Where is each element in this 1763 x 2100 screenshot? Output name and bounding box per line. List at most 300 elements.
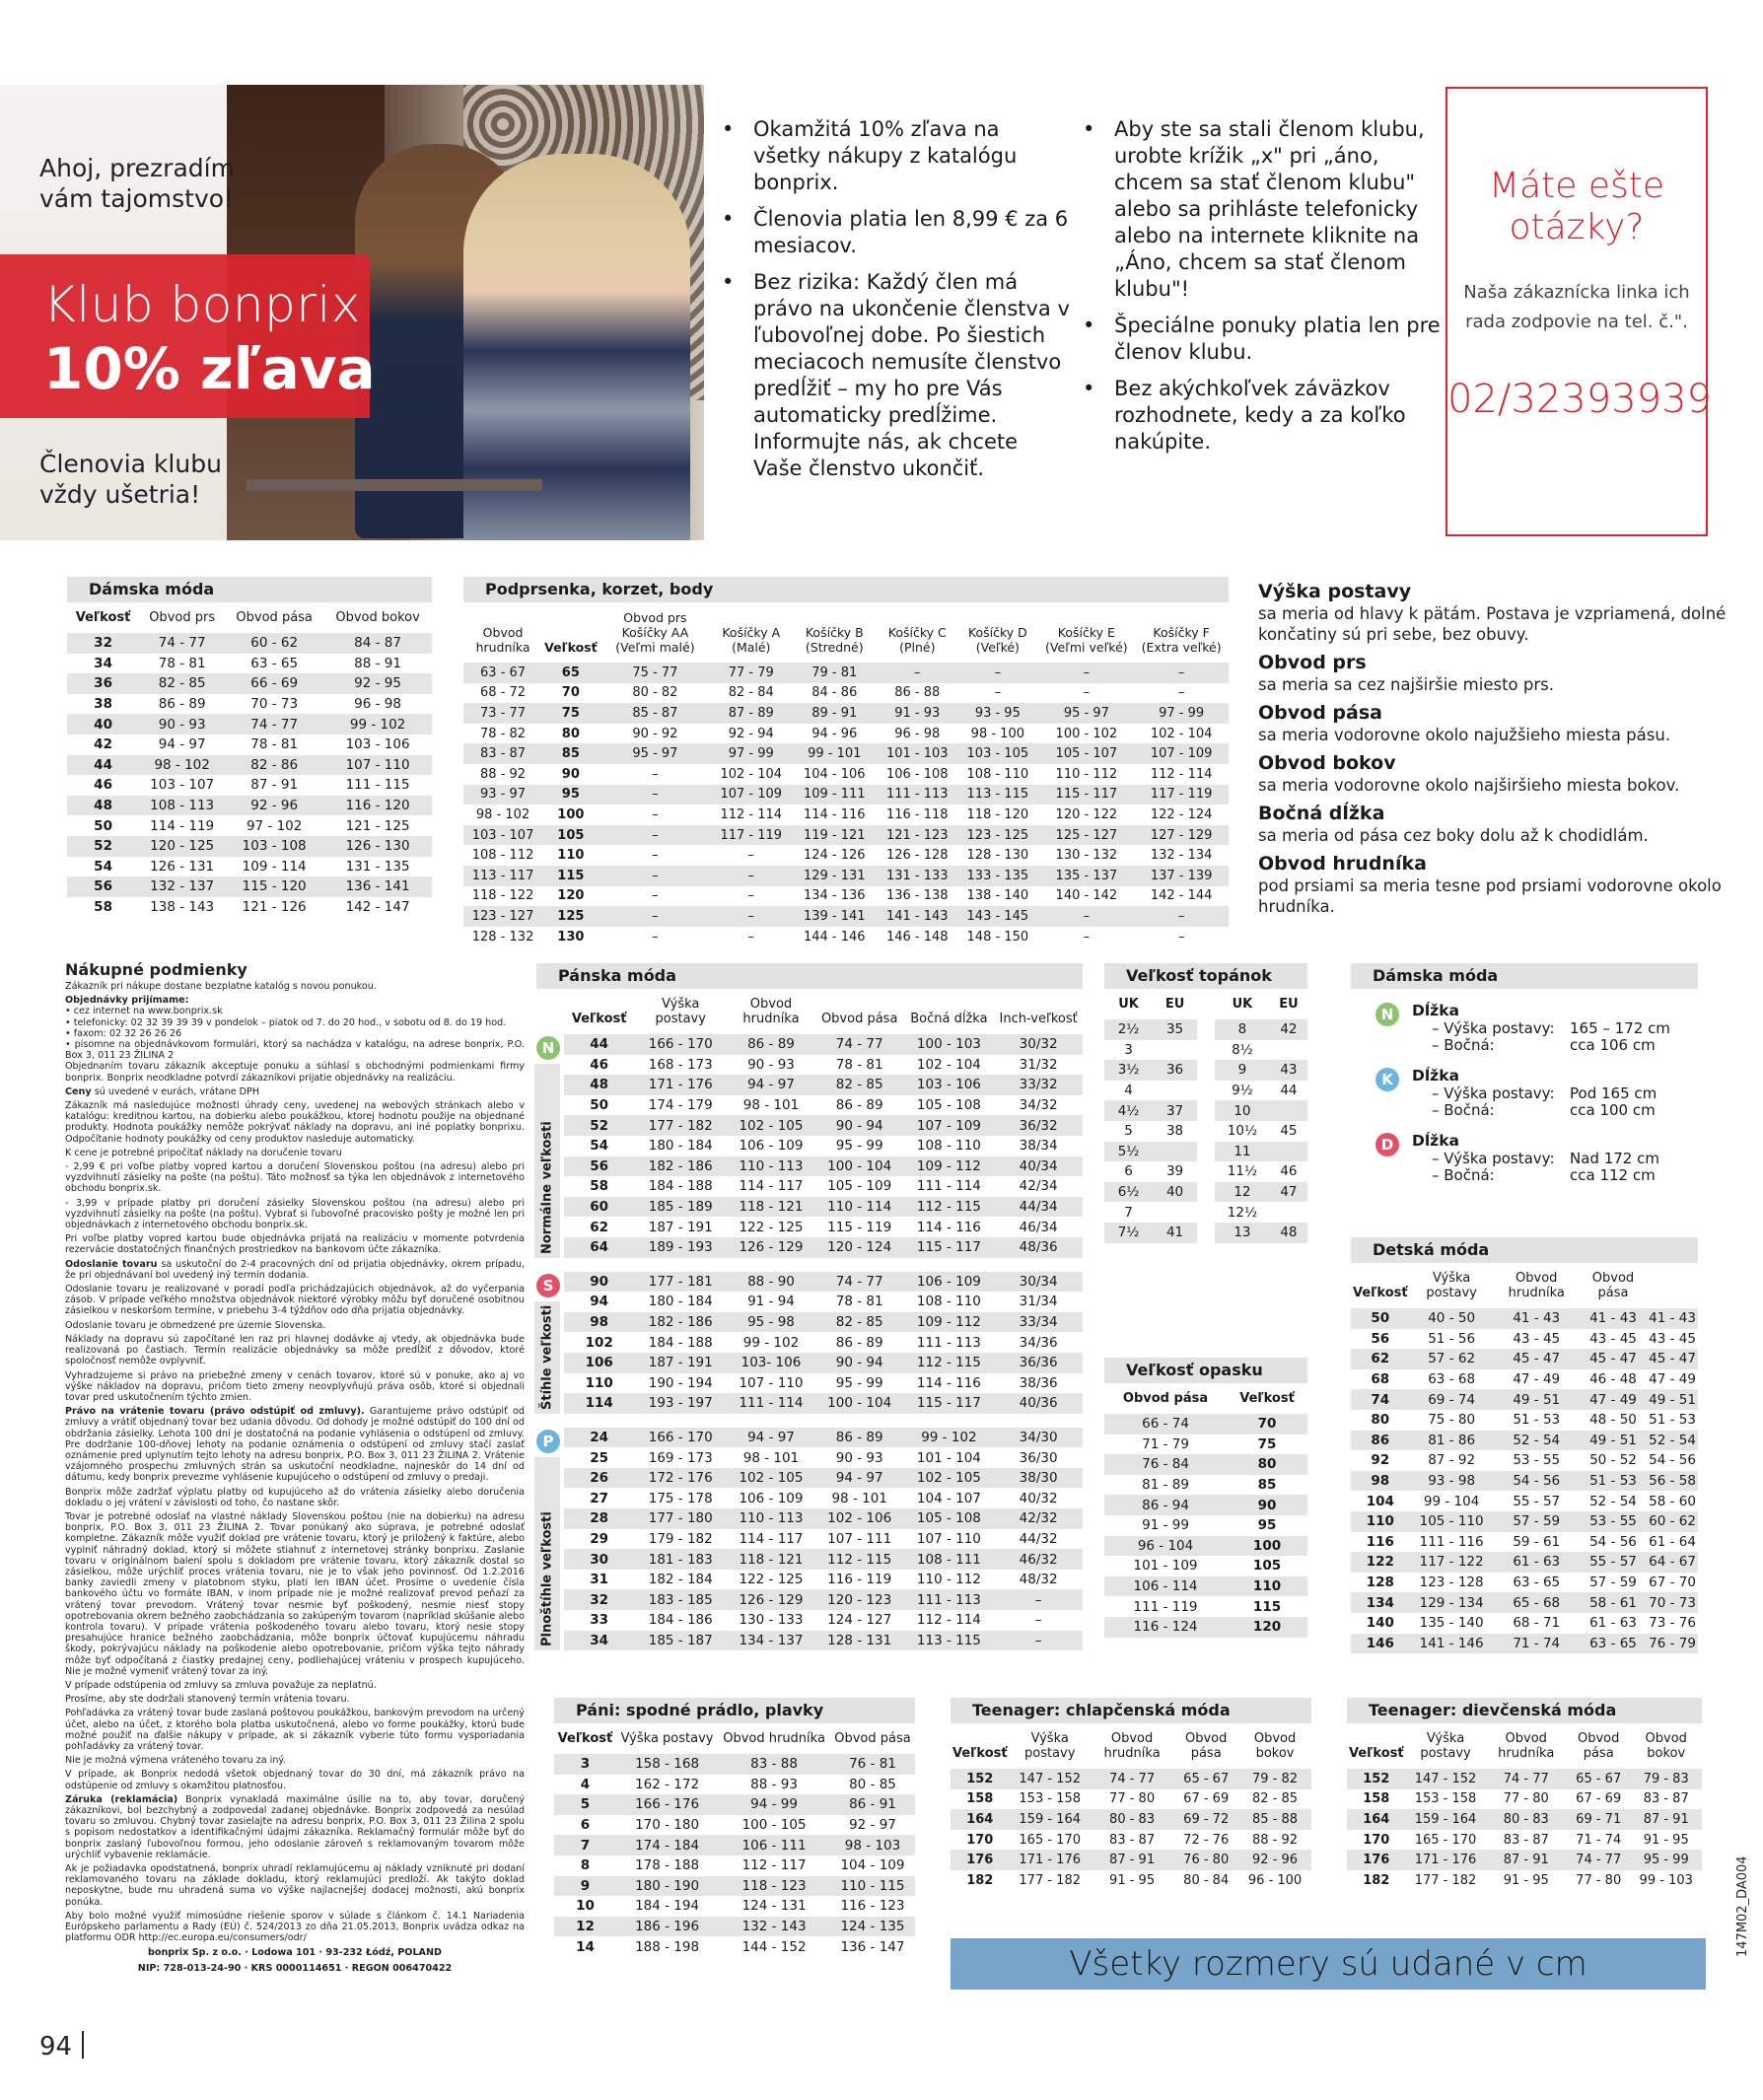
table-cell: 104 - 107	[916, 1490, 981, 1506]
men-group-table	[564, 1272, 1083, 1414]
table-cell: 63 - 67	[463, 663, 542, 683]
column-header: Veľkosť	[952, 1746, 1008, 1761]
table-cell: 71 - 79	[1142, 1435, 1189, 1452]
table-cell: 86 - 89	[835, 1334, 883, 1351]
table-cell: 60	[564, 1197, 634, 1218]
column-header: UK	[1232, 997, 1253, 1012]
table-cell: 86 - 89	[727, 1034, 815, 1055]
group-label: Štíhle veľkosti	[539, 1304, 555, 1410]
table-cell: 141 - 143	[878, 906, 956, 927]
length-side-row	[1412, 1102, 1698, 1119]
table-cell: 100 - 104	[815, 1156, 904, 1177]
length-label: – Bočná:	[1432, 1166, 1495, 1184]
table-cell: 55 - 57	[1513, 1493, 1561, 1509]
table-cell: 47 - 49	[1580, 1389, 1647, 1410]
table-cell: 78 - 82	[480, 726, 527, 741]
table-cell: 93 - 95	[956, 703, 1038, 724]
women-table	[67, 602, 432, 917]
table-cell: 74 - 77	[815, 1034, 904, 1055]
table-row	[1351, 1592, 1698, 1613]
table-cell: 86 - 89	[815, 1428, 904, 1448]
length-item	[1351, 1003, 1698, 1054]
table-row	[554, 1815, 915, 1836]
table-row	[554, 1794, 915, 1815]
table-cell: 135 - 137	[1038, 866, 1134, 886]
table-cell: 108 - 111	[904, 1549, 995, 1570]
table-row	[1104, 1454, 1307, 1475]
table-cell: 85	[542, 743, 599, 764]
table-cell: 82 - 86	[225, 755, 323, 776]
table-cell: 130	[557, 929, 585, 945]
length-height-row	[1412, 1085, 1698, 1102]
table-cell: 3	[1124, 1041, 1133, 1058]
table-row	[463, 764, 1229, 785]
table-cell: 114	[564, 1393, 634, 1414]
table-cell: 46	[1280, 1163, 1298, 1180]
table-cell: 57 - 62	[1410, 1349, 1494, 1369]
table-cell: 91 - 95	[1503, 1872, 1549, 1888]
table-cell: 89 - 91	[791, 703, 878, 724]
table-cell: 120 - 123	[815, 1589, 904, 1610]
table-cell: 99 - 101	[791, 743, 878, 764]
table-cell: 158	[966, 1791, 994, 1807]
table-cell: 105 - 107	[1038, 743, 1134, 764]
table-cell: 45 - 47	[1580, 1349, 1647, 1369]
column-header: Veľkosť	[557, 1731, 613, 1746]
table-cell: 92 - 96	[225, 796, 323, 816]
table-cell: 40	[67, 714, 139, 735]
table-cell: 115	[1252, 1598, 1282, 1615]
table-cell: 178 - 188	[635, 1857, 700, 1874]
table-cell: 110	[1227, 1576, 1307, 1597]
table-cell: 51 - 53	[1580, 1471, 1647, 1492]
table-cell	[1153, 1142, 1197, 1162]
table-cell: 95 - 99	[835, 1138, 883, 1155]
table-cell: 126 - 129	[727, 1589, 815, 1610]
length-value: Nad 172 cm	[1570, 1150, 1659, 1167]
table-row	[951, 1870, 1311, 1891]
terms-orders-label: Objednávky prijímame:	[65, 995, 189, 1007]
table-cell: 139 - 141	[791, 906, 878, 927]
table-cell: 140	[1366, 1615, 1394, 1632]
table-cell: 83 - 87	[1109, 1832, 1156, 1848]
table-cell: 118 - 121	[727, 1197, 815, 1218]
table-cell: 141 - 146	[1410, 1634, 1494, 1654]
length-label: – Bočná:	[1432, 1036, 1495, 1054]
column-header: Obvod prs	[149, 610, 216, 625]
table-cell: 48 - 50	[1589, 1412, 1637, 1429]
table-cell: 134	[1351, 1592, 1410, 1613]
table-row	[564, 1055, 1083, 1076]
table-row	[67, 775, 432, 796]
table-cell: 102	[585, 1334, 613, 1351]
table-cell: 114 - 117	[739, 1530, 804, 1547]
table-cell: 189 - 193	[634, 1237, 727, 1258]
table-cell: 114 - 116	[916, 1374, 981, 1391]
terms-paragraph: Zákazník má nasledujúce možnosti úhrady ceny, uvedenej na webových stránkach alebo v katalógu: kreditnou kartou, na dobierku alebo poukážkou, ktorej hodnotu použije na objednané produkty. Hodnota poukážky nemôže pokrývať náklady na dopravu, ani iné poplatky bonprixu. Odpočítanie hodnoty poukážky od ceny produktov nasleduje automaticky.	[65, 1100, 525, 1145]
table-cell: –	[747, 929, 754, 945]
table-row	[554, 1855, 915, 1876]
table-cell: 165 - 170	[1019, 1832, 1081, 1848]
length-height-row	[1412, 1020, 1698, 1037]
column-header: Výška postavy	[655, 997, 706, 1026]
table-cell: 56	[1371, 1330, 1390, 1347]
table-cell: 102 - 105	[727, 1468, 815, 1489]
length-badge-icon: D	[1375, 1133, 1399, 1156]
table-cell: 49 - 51	[1494, 1389, 1580, 1410]
table-cell: 105 - 108	[904, 1508, 995, 1529]
table-cell: 110 - 113	[727, 1508, 815, 1529]
table-cell: 158	[1363, 1791, 1390, 1807]
table-cell	[1270, 1040, 1307, 1061]
table-cell: 113 - 115	[904, 1631, 995, 1651]
table-cell: 4	[580, 1776, 591, 1792]
column-header: EU	[1164, 997, 1185, 1012]
table-cell: 75 - 77	[599, 663, 712, 683]
table-cell: 90	[564, 1272, 634, 1293]
table-cell: 132 - 143	[718, 1917, 830, 1937]
table-row	[463, 663, 1229, 683]
table-cell: –	[1134, 906, 1229, 927]
table-row	[1351, 1308, 1698, 1329]
table-cell: 118 - 120	[966, 806, 1029, 822]
table-row	[1215, 1223, 1307, 1243]
table-cell: 9	[1215, 1060, 1270, 1081]
table-cell: 175 - 178	[648, 1490, 713, 1506]
table-cell: 129 - 134	[1410, 1592, 1494, 1613]
table-cell: 182 - 186	[634, 1156, 727, 1177]
table-cell: 86 - 91	[830, 1794, 915, 1815]
terms-order-item: • faxom: 02 32 26 26 26	[65, 1027, 182, 1039]
table-cell: 9	[554, 1876, 616, 1897]
terms-paragraph: Ak je požiadavka opodstatnená, bonprix uhradí reklamujúcemu aj náklady vzniknuté pri dodaní reklamovaného tovaru na základe dokladu, ktorý reklamujúci predloží. Ak takýto doklad neposkytne, bude mu uhradená suma vo výške najlacnejšej dodacej možnosti, akú bonprix ponúka.	[65, 1863, 525, 1908]
table-cell: 90 - 94	[815, 1115, 904, 1136]
table-cell: 34	[94, 655, 112, 671]
table-cell: 66 - 69	[225, 673, 323, 694]
length-label: – Výška postavy:	[1432, 1150, 1555, 1167]
table-cell: 99 - 104	[1423, 1493, 1480, 1509]
table-cell: 42/32	[994, 1508, 1083, 1529]
table-cell: 49 - 51	[1580, 1431, 1647, 1451]
table-cell: 92 - 97	[849, 1817, 896, 1834]
table-cell: 87 - 91	[1091, 1850, 1173, 1870]
table-cell: 102 - 105	[904, 1468, 995, 1489]
table-row	[463, 825, 1229, 846]
table-row	[463, 683, 1229, 704]
table-cell: 31	[590, 1572, 609, 1588]
table-cell: 91 - 95	[1109, 1872, 1156, 1888]
table-cell: 53 - 55	[1513, 1452, 1561, 1469]
table-cell: 102 - 104	[916, 1056, 981, 1073]
women-length-guide	[1351, 963, 1698, 1184]
table-row	[951, 1830, 1311, 1851]
table-cell: 48	[1270, 1223, 1307, 1243]
table-cell: 179 - 182	[648, 1530, 713, 1547]
table-cell: 103- 106	[727, 1353, 815, 1373]
table-row	[1351, 1369, 1698, 1390]
definition-term: Bočná dĺžka	[1258, 803, 1385, 824]
length-label: – Výška postavy:	[1432, 1085, 1555, 1102]
page-number: 94	[39, 2031, 84, 2062]
table-row	[463, 724, 1229, 744]
table-row	[463, 703, 1229, 724]
table-cell: 103 - 106	[904, 1075, 995, 1095]
table-cell: 86 - 89	[835, 1097, 883, 1114]
table-cell: 77 - 80	[1109, 1791, 1156, 1807]
table-row	[1347, 1769, 1702, 1789]
hero-tagline	[39, 153, 235, 214]
table-cell: 48	[67, 796, 139, 816]
table-cell: 3½	[1104, 1060, 1153, 1081]
contact-phone[interactable]: 02/32393939	[1447, 377, 1712, 422]
table-row	[1104, 1576, 1307, 1597]
column-header: Obvod pása	[1578, 1731, 1620, 1761]
table-cell: 43 - 45	[1589, 1330, 1637, 1347]
table-cell: 108 - 113	[139, 796, 225, 816]
group-side-label	[534, 1457, 560, 1651]
table-cell: 182	[1363, 1872, 1390, 1888]
table-row	[564, 1549, 1083, 1570]
table-cell: 5½	[1104, 1142, 1153, 1162]
table-cell: 82 - 84	[728, 685, 774, 701]
table-cell: 101 - 104	[916, 1449, 981, 1466]
table-cell: 138 - 143	[150, 899, 215, 916]
table-row	[564, 1373, 1083, 1394]
table-cell: 103 - 105	[956, 743, 1038, 764]
hero-members-text	[39, 449, 222, 510]
table-cell: 92 - 94	[728, 726, 774, 741]
group-label: Normálne veľkosti	[539, 1120, 555, 1254]
table-cell: 99 - 102	[904, 1428, 995, 1448]
terms-paragraph: Náklady na dopravu sú započítané len raz pri hlavnej dodávke aj vtedy, ak objednávka bude realizovaná po častiach. Termín realizácie objednávky sa môže predĺžiť z dôvodov, ktoré spoločnosť nemôže ovplyvniť.	[65, 1333, 525, 1367]
table-row	[1351, 1552, 1698, 1573]
table-cell: 185 - 189	[634, 1197, 727, 1218]
table-cell: 94 - 97	[727, 1075, 815, 1095]
table-cell: 132 - 137	[139, 876, 225, 897]
table-cell: 6	[580, 1817, 591, 1834]
table-cell: 105	[1252, 1558, 1282, 1575]
table-cell: 43 - 45	[1649, 1330, 1696, 1347]
table-cell: 80	[1227, 1454, 1307, 1475]
table-cell: 107 - 110	[916, 1530, 981, 1547]
table-cell: 87 - 91	[250, 777, 299, 794]
column-header: Obvod bokov	[1645, 1731, 1687, 1761]
table-cell: 111 - 119	[1133, 1598, 1198, 1615]
column-header: Výška postavy	[1426, 1271, 1477, 1300]
column-header: Veľkosť	[1353, 1286, 1408, 1300]
benefit-item: • Bez rizika: Každý člen má právo na ukončenie členstva v ľubovoľnej dobe. Po šiestich meciacoch nemusíte členstvo predĺžiť – my ho pre Vás automaticky predĺžime. Informujte nás, ak chcete Vaše členstvo ukončiť.	[718, 269, 1073, 482]
group-side-label	[534, 1301, 560, 1414]
table-cell: 92	[1371, 1452, 1390, 1469]
table-cell: 142 - 144	[1150, 888, 1213, 904]
contact-text: Naša zákaznícka linka ich rada zodpovie na tel. č.".	[1463, 282, 1690, 332]
table-cell: 185 - 187	[634, 1631, 727, 1651]
teen-boys-table	[951, 1698, 1311, 1891]
table-cell: 107 - 111	[827, 1530, 892, 1547]
table-row	[564, 1034, 1083, 1055]
table-cell: 75	[1257, 1435, 1277, 1452]
table-cell: 177 - 182	[634, 1115, 727, 1136]
table-cell: 112 - 114	[916, 1612, 981, 1629]
table-cell: 47	[1270, 1182, 1307, 1203]
table-cell: 190 - 194	[648, 1374, 713, 1391]
table-cell: 50	[590, 1097, 609, 1114]
purchase-terms	[65, 961, 525, 1975]
men-groups	[532, 1034, 1083, 1650]
table-row	[564, 1237, 1083, 1258]
table-cell: 159 - 164	[1010, 1809, 1091, 1830]
table-row	[1347, 1850, 1702, 1870]
table-cell: 125 - 127	[1038, 825, 1134, 846]
table-row	[564, 1353, 1083, 1373]
terms-order-item: • cez internet na www.bonprix.sk	[65, 1006, 223, 1017]
terms-paragraph: Aby bolo možné využiť mimosúdne riešenie sporov v súlade s článkom č. 14.1 Nariadenia Európskeho parlamentu a Rady (EÚ) č. 524/2013 zo dňa 21.05.2013, Bonprix uvádza odkaz na platformu ODR http://ec.europa.eu/consumers/odr/	[65, 1910, 525, 1944]
units-note: Všetky rozmery sú udané v cm	[951, 1938, 1706, 1990]
table-cell: 48/32	[1019, 1572, 1058, 1588]
table-cell: 38/30	[994, 1468, 1083, 1489]
table-cell: 83 - 87	[1643, 1791, 1689, 1807]
column-header: Košíčky A (Malé)	[722, 625, 781, 655]
table-cell: 52	[67, 836, 139, 857]
table-cell: 57 - 59	[1589, 1575, 1637, 1591]
definition-text: pod prsiami sa meria tesne pod prsiami vodorovne okolo hrudníka.	[1258, 876, 1722, 916]
table-cell: 54 - 56	[1649, 1452, 1696, 1469]
table-cell: 70 - 73	[250, 696, 299, 713]
benefit-item: • Okamžitá 10% zľava na všetky nákupy z katalógu bonprix.	[718, 116, 1073, 196]
table-cell: 107 - 109	[1134, 743, 1229, 764]
table-cell: 92 - 96	[1238, 1850, 1311, 1870]
table-cell: 166 - 176	[616, 1794, 718, 1815]
table-cell: 187 - 191	[648, 1219, 713, 1235]
table-cell: 41 - 43	[1494, 1308, 1580, 1329]
table-row	[951, 1850, 1311, 1870]
table-cell: 113 - 115	[956, 785, 1038, 805]
men-group-table	[564, 1428, 1083, 1651]
table-cell: 124 - 131	[741, 1898, 807, 1915]
table-cell: –	[599, 866, 712, 886]
table-row	[554, 1917, 915, 1937]
terms-order-item: • písomne na objednávkovom formulári, ktorý sa nachádza v katalógu, na adrese bonprix, P.O. Box 3, 011 23 ŽILINA 2	[65, 1039, 525, 1062]
table-cell: 12	[1215, 1182, 1270, 1203]
table-cell: 116 - 118	[885, 806, 949, 822]
table-cell: 2½	[1104, 1019, 1153, 1040]
table-cell: 106 - 109	[739, 1490, 804, 1506]
terms-paragraph: Nie je možná výmena vráteného tovaru za iný.	[65, 1755, 286, 1767]
table-cell: 81 - 89	[1142, 1477, 1189, 1494]
table-cell: 120	[557, 888, 585, 904]
table-cell: 130 - 133	[739, 1612, 804, 1629]
table-cell: 45	[1280, 1123, 1298, 1140]
table-row	[67, 654, 432, 674]
table-cell: 108 - 112	[471, 848, 534, 864]
table-cell: 100	[1227, 1536, 1307, 1557]
terms-paragraph: - 2,99 € pri voľbe platby vopred kartou a doručení Slovenskou poštou (na adresu) alebo pri vyzdvihnutí zásielky na pošte (na poštu). Táto možnosť sa týka len objednávok z internetového obchodu bonprix.sk.	[65, 1161, 525, 1195]
table-cell: 59 - 61	[1513, 1533, 1561, 1550]
table-cell: 127 - 129	[1134, 825, 1229, 846]
table-cell: 75	[542, 703, 599, 724]
table-cell: –	[1177, 929, 1185, 945]
table-cell: 78 - 81	[835, 1056, 883, 1073]
table-cell: 84 - 87	[323, 633, 432, 654]
table-row	[67, 796, 432, 816]
table-row	[67, 633, 432, 654]
table-cell: 144 - 146	[803, 929, 866, 945]
table-cell: 40 - 50	[1410, 1308, 1494, 1329]
table-cell: 35	[1153, 1019, 1197, 1040]
table-cell: 112 - 117	[741, 1857, 807, 1874]
table-cell: 168 - 173	[648, 1056, 713, 1073]
table-cell: 105 - 110	[1410, 1511, 1494, 1532]
table-cell: 57 - 59	[1494, 1511, 1580, 1532]
terms-paragraph	[65, 1259, 525, 1281]
table-cell: 50	[1351, 1308, 1410, 1329]
table-cell: 65 - 67	[1173, 1769, 1238, 1789]
table-row	[67, 735, 432, 755]
table-cell: –	[599, 906, 712, 927]
table-cell: 180 - 184	[648, 1294, 713, 1310]
table-cell: 33/34	[994, 1312, 1083, 1333]
table-cell: 40	[1153, 1182, 1197, 1203]
table-cell: 174 - 184	[616, 1835, 718, 1855]
table-cell: 169 - 173	[648, 1449, 713, 1466]
table-cell: 106 - 108	[885, 766, 949, 782]
table-row	[564, 1197, 1083, 1218]
table-cell: 118 - 122	[471, 888, 534, 904]
table-cell: 54	[94, 858, 112, 875]
table-cell: 130 - 132	[1055, 848, 1118, 864]
column-header: Obvod pása	[834, 1731, 911, 1746]
company-address: bonprix Sp. z o.o. · Lodowa 101 · 93-232 Łódź, POLAND	[148, 1947, 442, 1959]
table-cell: 58	[590, 1178, 609, 1195]
table-cell: 114 - 116	[803, 806, 866, 822]
table-cell: 87 - 91	[1630, 1809, 1702, 1830]
table-cell: 165 - 170	[1414, 1832, 1477, 1848]
table-cell: 70	[1227, 1414, 1307, 1435]
table-cell: 65	[542, 663, 599, 683]
table-cell: 54	[590, 1138, 609, 1155]
table-cell: 5	[554, 1794, 616, 1815]
table-cell: 83 - 87	[1503, 1832, 1549, 1848]
table-cell: 86	[1351, 1431, 1410, 1451]
table-cell: 78 - 81	[250, 736, 299, 753]
table-cell: 90 - 93	[747, 1056, 795, 1073]
table-cell: 124 - 135	[830, 1917, 915, 1937]
table-cell: 110 - 114	[815, 1197, 904, 1218]
table-cell: –	[956, 663, 1038, 683]
hero-tagline-line: Ahoj, prezradím	[39, 154, 235, 182]
table-cell: 98	[1351, 1471, 1410, 1492]
table-cell: 100 - 103	[904, 1034, 995, 1055]
table-cell: 123 - 127	[463, 906, 542, 927]
length-badge-icon: K	[1375, 1068, 1399, 1091]
table-cell: –	[747, 848, 754, 864]
table-cell: 112 - 115	[904, 1353, 995, 1373]
table-cell: 70 - 73	[1647, 1592, 1698, 1613]
table-cell: 30/34	[994, 1272, 1083, 1293]
table-cell: 31/32	[1019, 1056, 1058, 1073]
table-cell: –	[1177, 685, 1185, 701]
table-cell: 48/36	[994, 1237, 1083, 1258]
length-title: Dĺžka	[1412, 1067, 1459, 1085]
table-cell: 91 - 95	[1643, 1832, 1689, 1848]
table-cell: –	[652, 848, 659, 864]
column-header: Obvod hrudníka	[1103, 1731, 1161, 1761]
table-cell: 46 - 48	[1589, 1371, 1637, 1388]
column-header: Obvod pása	[236, 610, 313, 625]
table-row	[1351, 1511, 1698, 1532]
size-badge-icon: S	[536, 1274, 560, 1297]
table-cell: 120 - 122	[1055, 806, 1118, 822]
